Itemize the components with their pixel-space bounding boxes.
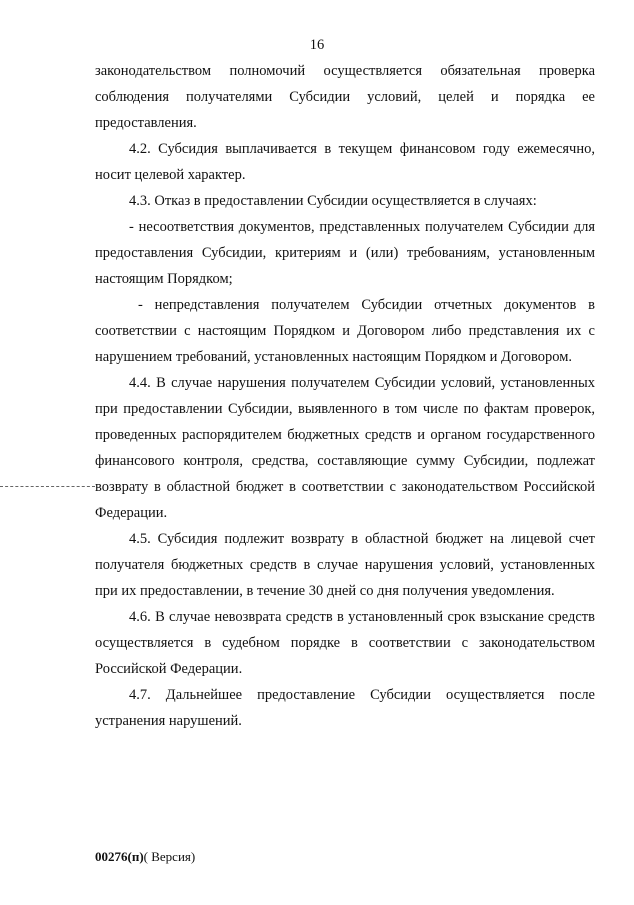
paragraph-4-7: 4.7. Дальнейшее предоставление Субсидии осуществляется после устранения нарушений. (95, 687, 595, 729)
page-number: 16 (309, 37, 325, 53)
list-item-nonsubmission: - непредставления получателем Субсидии отчетных документов в соответствии с настоящим Порядком и Договором либо представления их с нарушением требований, установленных настоящим Порядком и Договором. (95, 297, 595, 365)
paragraph-4-5: 4.5. Субсидия подлежит возврату в областной бюджет на лицевой счет получателя бюджетных средств в случае нарушения условий, установленных при их предоставлении, в течение 30 дней со дня получения уведомления. (95, 531, 595, 599)
paragraph-4-3: 4.3. Отказ в предоставлении Субсидии осуществляется в случаях: (129, 193, 537, 209)
paragraph-4-4: 4.4. В случае нарушения получателем Субсидии условий, установленных при предоставлении Субсидии, выявленного в том числе по фактам проверок, проведенных распорядителем бюджетных средств и органом государственного финансового контроля, средства, составляющие сумму Субсидии, подлежат возврату в областной бюджет в соответствии с законодательством Российской Федерации. (95, 375, 595, 521)
document-version: ( Версия) (143, 849, 196, 864)
document-code: 00276(п) (95, 849, 144, 864)
list-item-nonconformity: - несоответствия документов, представленных получателем Субсидии для предоставления Субсидии, критериям и (или) требованиям, установленным настоящим Порядком; (95, 219, 595, 287)
document-footer (95, 849, 195, 865)
paragraph-continuation: законодательством полномочий осуществляется обязательная проверка соблюдения получателями Субсидии условий, целей и порядка ее предоставления. (95, 63, 595, 131)
paragraph-4-6: 4.6. В случае невозврата средств в установленный срок взыскание средств осуществляется в судебном порядке в соответствии с законодательством Российской Федерации. (95, 609, 595, 677)
paragraph-4-2: 4.2. Субсидия выплачивается в текущем финансовом году ежемесячно, носит целевой характер. (95, 141, 595, 183)
scan-margin-mark (0, 486, 95, 487)
document-body (95, 58, 595, 734)
